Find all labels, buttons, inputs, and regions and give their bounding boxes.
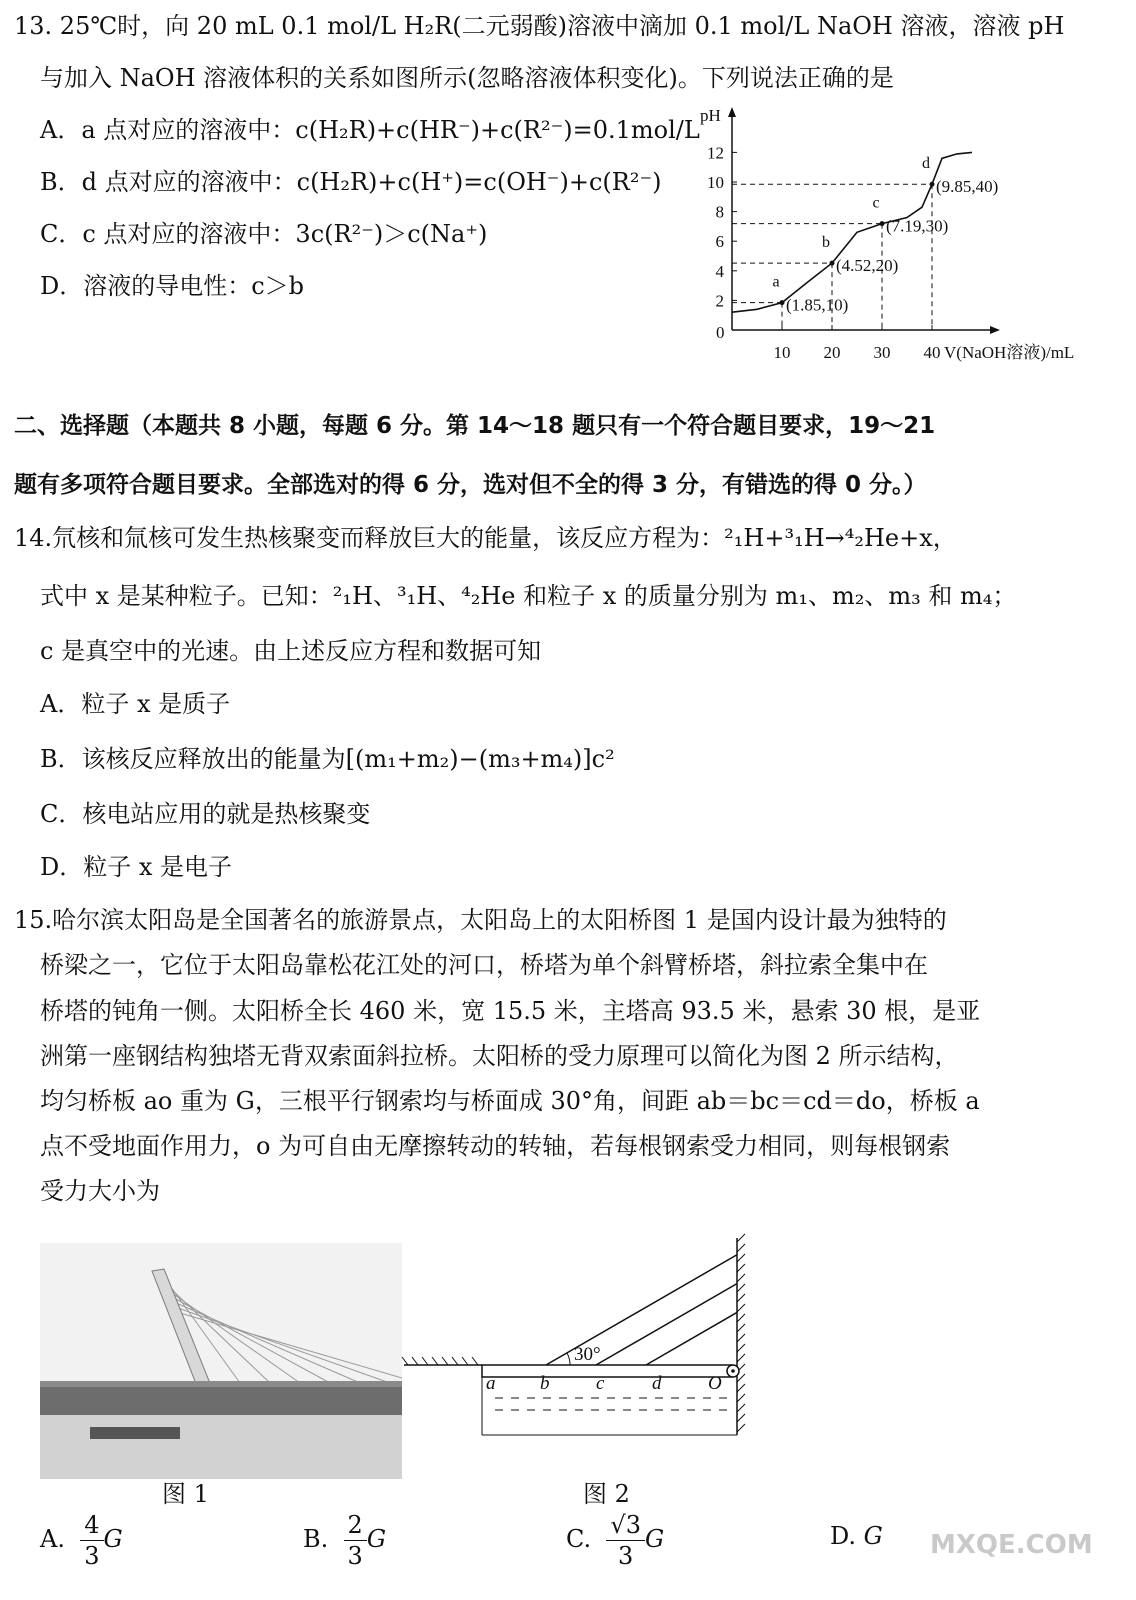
- y-tick-label-2: 2: [715, 291, 724, 311]
- wall-hatch: [737, 1404, 745, 1412]
- wall-hatch: [737, 1264, 745, 1272]
- q15-option-d: D. G: [830, 1522, 883, 1550]
- q14-option-d: D．粒子 x 是电子: [40, 853, 233, 881]
- ground-hatch: [442, 1357, 448, 1365]
- x-tick-label-10: 10: [773, 343, 791, 362]
- point-c: [880, 221, 885, 226]
- wall-hatch: [737, 1284, 745, 1292]
- y-tick-label-10: 10: [707, 173, 724, 192]
- ground-hatch: [432, 1357, 438, 1365]
- q14-stem-line2: 式中 x 是某种粒子。已知：²₁H、³₁H、⁴₂He 和粒子 x 的质量分别为 m₁、m₂、m₃ 和 m₄；: [40, 582, 1017, 610]
- wall-hatch: [737, 1334, 745, 1342]
- q13-option-d: D．溶液的导电性：c＞b: [40, 272, 305, 300]
- q14-stem-line3: c 是真空中的光速。由上述反应方程和数据可知: [40, 637, 542, 665]
- q15-stem-line5: 均匀桥板 ao 重为 G，三根平行钢索均与桥面成 30°角，间距 ab＝bc＝cd＝do，桥板 a: [40, 1087, 980, 1115]
- x-axis-arrow: [990, 326, 1000, 334]
- point-label-o: O: [708, 1373, 722, 1394]
- section2-header-line1: 二、选择题（本题共 8 小题，每题 6 分。第 14～18 题只有一个符合题目要求，19～21: [14, 413, 936, 439]
- bridge-structure-diagram: [400, 1230, 770, 1445]
- q15-stem-line4: 洲第一座钢结构独塔无背双索面斜拉桥。太阳桥的受力原理可以简化为图 2 所示结构，: [40, 1042, 959, 1070]
- q15-stem-line7: 受力大小为: [40, 1177, 160, 1205]
- wall-hatch: [737, 1394, 745, 1402]
- q15-stem-line6: 点不受地面作用力，o 为可自由无摩擦转动的转轴，若每根钢索受力相同，则每根钢索: [40, 1132, 951, 1160]
- q15-stem-line1: 15.哈尔滨太阳岛是全国著名的旅游景点，太阳岛上的太阳桥图 1 是国内设计最为独特的: [14, 906, 947, 934]
- point-name-c: c: [872, 194, 880, 212]
- point-label-b: (4.52,20): [836, 256, 899, 276]
- x-tick-label-40: 40: [923, 343, 941, 362]
- bridge-plank: [482, 1365, 732, 1377]
- point-name-a: a: [772, 273, 780, 291]
- wall-hatch: [737, 1344, 745, 1352]
- x-tick-label-20: 20: [823, 343, 841, 362]
- point-a: [780, 300, 785, 305]
- point-name-b: b: [822, 234, 830, 252]
- q14-option-c: C．核电站应用的就是热核聚变: [40, 800, 371, 828]
- q15-option-a: A. $\frac{4}{3}$ G: [40, 1511, 123, 1570]
- wall-hatch: [737, 1254, 745, 1262]
- q13-stem-line2: 与加入 NaOH 溶液体积的关系如图所示(忽略溶液体积变化)。下列说法正确的是: [40, 64, 894, 92]
- ground-hatch: [402, 1357, 408, 1365]
- q15-stem-line2: 桥梁之一，它位于太阳岛靠松花江处的河口，桥塔为单个斜臂桥塔，斜拉索全集中在: [40, 951, 928, 979]
- point-label-d: (9.85,40): [936, 177, 999, 197]
- wall-hatch: [737, 1304, 745, 1312]
- point-name-d: d: [922, 155, 930, 173]
- section2-header-line2: 题有多项符合题目要求。全部选对的得 6 分，选对但不全的得 3 分，有错选的得 0 分。）: [14, 472, 927, 498]
- q15-stem-line3: 桥塔的钝角一侧。太阳桥全长 460 米，宽 15.5 米，主塔高 93.5 米，悬索 30 根，是亚: [40, 997, 981, 1025]
- point-d: [930, 182, 935, 187]
- wall-hatch: [737, 1314, 745, 1322]
- cable-3: [646, 1312, 737, 1365]
- q14-option-b: B．该核反应释放出的能量为[(m₁+m₂)−(m₃+m₄)]c²: [40, 745, 615, 773]
- angle-arc: [567, 1353, 570, 1365]
- y-tick-label-6: 6: [715, 232, 724, 252]
- wall-hatch: [737, 1354, 745, 1362]
- wall-hatch: [737, 1424, 745, 1432]
- q15-option-c: C. $\frac{√3}{3}$ G: [566, 1511, 665, 1570]
- wall-hatch: [737, 1234, 745, 1242]
- x-tick-label-30: 30: [873, 343, 891, 362]
- angle-label: 30°: [574, 1344, 601, 1365]
- ground-hatch: [462, 1357, 468, 1365]
- y-tick-label-8: 8: [715, 202, 724, 222]
- wall-hatch: [737, 1384, 745, 1392]
- q13-stem-line1: 13. 25℃时，向 20 mL 0.1 mol/L H₂R(二元弱酸)溶液中滴加 0.1 mol/L NaOH 溶液，溶液 pH: [14, 12, 1065, 40]
- figure2-caption: 图 2: [583, 1480, 630, 1508]
- ground-hatch: [452, 1357, 458, 1365]
- point-label-c: (7.19,30): [886, 216, 949, 236]
- pivot-center: [731, 1369, 735, 1373]
- point-label-b: b: [540, 1373, 550, 1394]
- q13-option-a: A．a 点对应的溶液中：c(H₂R)+c(HR⁻)+c(R²⁻)=0.1mol/L: [40, 116, 700, 144]
- point-label-c: c: [596, 1373, 605, 1394]
- watermark-text: MXQE.COM: [930, 1530, 1093, 1560]
- x-axis-label: V(NaOH溶液)/mL: [944, 343, 1075, 362]
- ph-titration-chart: [690, 105, 1120, 365]
- wall-hatch: [737, 1274, 745, 1282]
- y-tick-label-12: 12: [707, 143, 724, 163]
- q14-stem-line1: 14.氘核和氚核可发生热核聚变而释放巨大的能量，该反应方程为：²₁H+³₁H→⁴₂He+x，: [14, 524, 957, 552]
- ground-hatch: [472, 1357, 478, 1365]
- wall-hatch: [737, 1294, 745, 1302]
- wall-hatch: [737, 1324, 745, 1332]
- q13-option-c: C．c 点对应的溶液中：3c(R²⁻)＞c(Na⁺): [40, 220, 488, 248]
- y-axis-arrow: [728, 107, 736, 117]
- point-label-a: (1.85,10): [786, 295, 849, 315]
- wall-hatch: [737, 1244, 745, 1252]
- q15-option-b: B. $\frac{2}{3}$ G: [303, 1511, 386, 1570]
- figure1-caption: 图 1: [162, 1480, 209, 1508]
- q14-option-a: A．粒子 x 是质子: [40, 690, 231, 718]
- sun-bridge-photo: [40, 1243, 402, 1479]
- point-label-a: a: [486, 1373, 496, 1394]
- y-axis-label: pH: [700, 106, 721, 125]
- ground-hatch: [422, 1357, 428, 1365]
- q13-option-b: B．d 点对应的溶液中：c(H₂R)+c(H⁺)=c(OH⁻)+c(R²⁻): [40, 168, 662, 196]
- wall-hatch: [737, 1414, 745, 1422]
- ground-hatch: [412, 1357, 418, 1365]
- point-b: [830, 261, 835, 266]
- y-tick-label-4: 4: [715, 261, 724, 281]
- origin-label: 0: [716, 323, 725, 342]
- point-label-d: d: [652, 1373, 662, 1394]
